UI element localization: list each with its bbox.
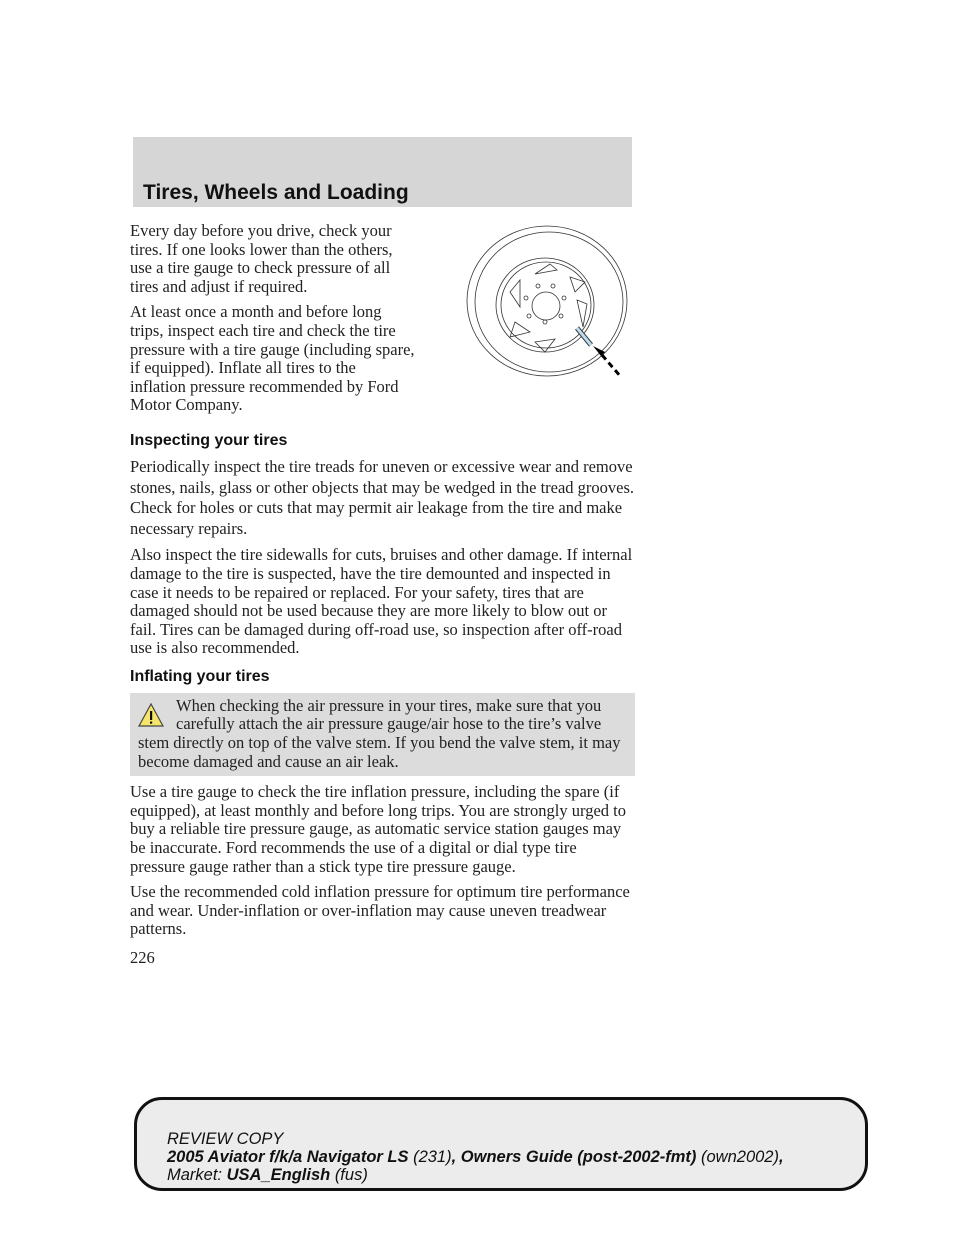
page-number: 226 xyxy=(130,948,155,967)
warning-box xyxy=(130,693,635,776)
heading-inflating: Inflating your tires xyxy=(130,667,270,685)
inflating-paragraph-2: Use the recommended cold inflation pressure for optimum tire performance and wear. Under-inflation or over-inflation may cause uneven treadwear patterns. xyxy=(130,882,630,939)
intro-paragraph-1: Every day before you drive, check your tires. If one looks lower than the others, use a tire gauge to check pressure of all tires and adjust if required. xyxy=(130,221,393,296)
review-label: REVIEW COPY xyxy=(167,1130,284,1148)
section-title: Tires, Wheels and Loading xyxy=(143,181,409,204)
intro-section xyxy=(130,222,635,422)
model-line: 2005 Aviator f/k/a Navigator LS (231), Owners Guide (post-2002-fmt) (own2002), xyxy=(167,1148,784,1166)
inspecting-paragraph-1: Periodically inspect the tire treads for uneven or excessive wear and remove stones, nails, glass or other objects that may be wedged in the tread grooves. Check for holes or cuts that may permit air leakage from the tire and make necessary repairs. xyxy=(130,456,635,538)
warning-triangle-icon xyxy=(138,703,164,727)
heading-inspecting: Inspecting your tires xyxy=(130,431,288,449)
warning-text: When checking the air pressure in your tires, make sure that you carefully attach the air pressure gauge/air hose to the tire’s valve stem directly on top of the valve stem. If you bend the valve stem, it may become damaged and cause an air leak. xyxy=(138,695,621,771)
inflating-paragraph-1: Use a tire gauge to check the tire inflation pressure, including the spare (if equipped), at least monthly and before long trips. You are strongly urged to buy a reliable tire pressure gauge, as automatic service station gauges may be inaccurate. Ford recommends the use of a digital or dial type tire pressure gauge rather than a stick type tire pressure gauge. xyxy=(130,782,626,876)
page-content xyxy=(130,222,635,968)
market-line: Market: USA_English (fus) xyxy=(167,1166,368,1184)
tire-valve-illustration xyxy=(465,222,635,392)
intro-paragraph-2: At least once a month and before long trips, inspect each tire and check the tire pressure with a tire gauge (including spare, if equipped). Inflate all tires to the inflation pressure recommended by Ford Motor Company. xyxy=(130,302,415,415)
inspecting-paragraph-2: Also inspect the tire sidewalls for cuts, bruises and other damage. If internal damage to the tire is suspected, have the tire demounted and inspected in case it needs to be repaired or replaced. For your safety, tires that are damaged should not be used because they are more likely to blow out or fail. Tires can be damaged during off-road use, so inspection after off-road use is also recommended. xyxy=(130,545,633,658)
section-header xyxy=(133,137,632,207)
review-copy-footer xyxy=(134,1097,868,1191)
